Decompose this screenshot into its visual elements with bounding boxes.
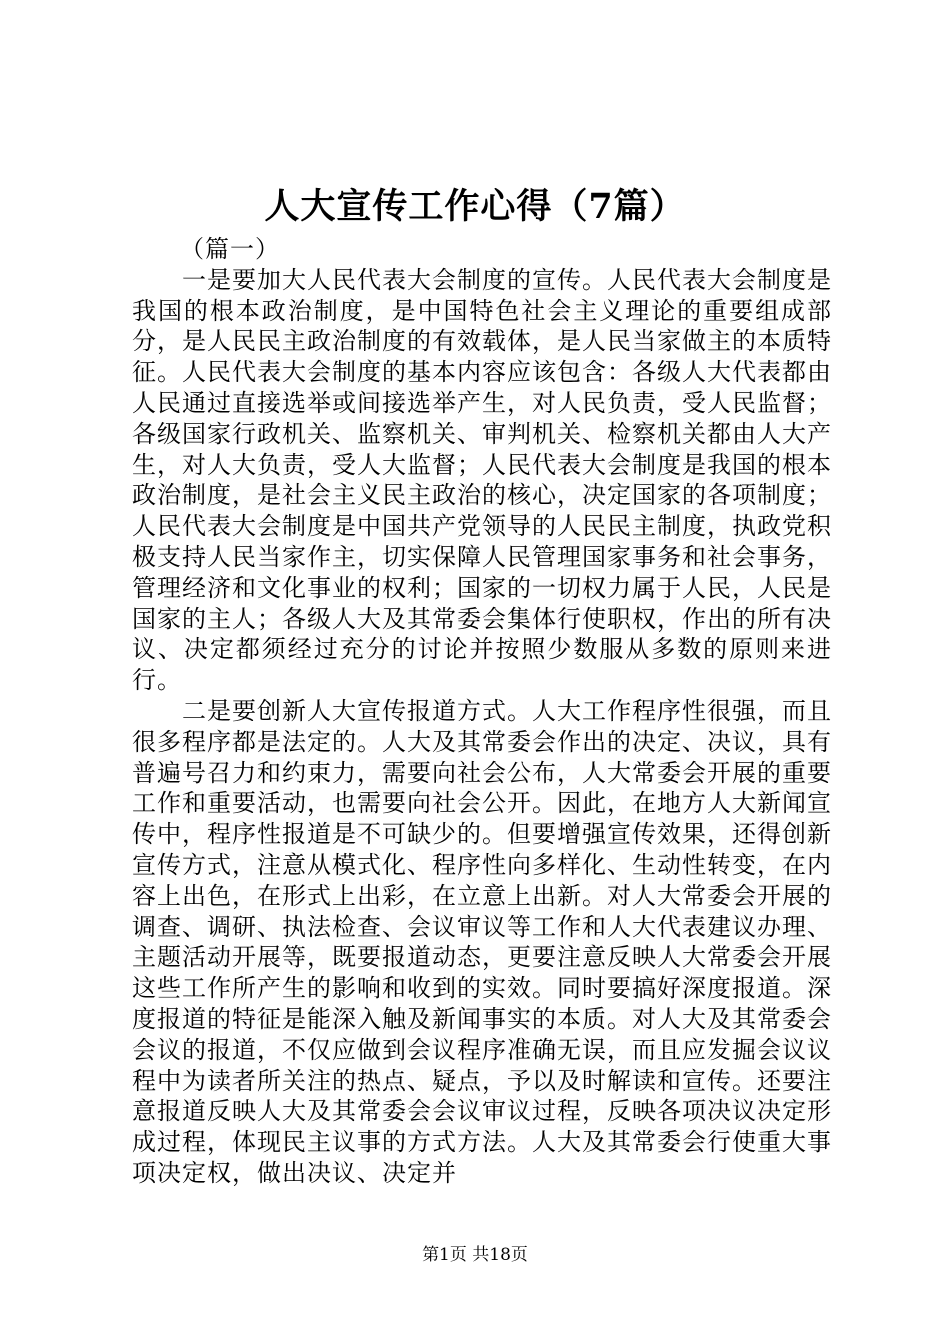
section-heading: （篇一） xyxy=(180,235,280,263)
document-title: 人大宣传工作心得（7篇） xyxy=(264,186,686,227)
paragraph-1: 一是要加大人民代表大会制度的宣传。人民代表大会制度是我国的根本政治制度，是中国特色社会主义理论的重要组成部分，是人民民主政治制度的有效载体，是人民当家做主的本质特征。人民代表大会制度的基本内容应该包含：各级人大代表都由人民通过直接选举或间接选举产生，对人民负责，受人民监督；各级国家行政机关、监察机关、审判机关、检察机关都由人大产生，对人大负责，受人大监督；人民代表大会制度是我国的根本政治制度，是社会主义民主政治的核心，决定国家的各项制度；人民代表大会制度是中国共产党领导的人民民主制度，执政党积极支持人民当家作主，切实保障人民管理国家事务和社会事务，管理经济和文化事业的权利；国家的一切权力属于人民，人民是国家的主人；各级人大及其常委会集体行使职权，作出的所有决议、决定都须经过充分的讨论并按照少数服从多数的原则来进行。 xyxy=(132,265,832,695)
document-body xyxy=(132,234,832,1189)
page-number-footer: 第1页 共18页 xyxy=(422,1245,528,1265)
paragraph-2: 二是要创新人大宣传报道方式。人大工作程序性很强，而且很多程序都是法定的。人大及其常委会作出的决定、决议，具有普遍号召力和约束力，需要向社会公布，人大常委会开展的重要工作和重要活动，也需要向社会公开。因此，在地方人大新闻宣传中，程序性报道是不可缺少的。但要增强宣传效果，还得创新宣传方式，注意从模式化、程序性向多样化、生动性转变，在内容上出色，在形式上出彩，在立意上出新。对人大常委会开展的调查、调研、执法检查、会议审议等工作和人大代表建议办理、主题活动开展等，既要报道动态，更要注意反映人大常委会开展这些工作所产生的影响和收到的实效。同时要搞好深度报道。深度报道的特征是能深入触及新闻事实的本质。对人大及其常委会会议的报道，不仅应做到会议程序准确无误，而且应发掘会议议程中为读者所关注的热点、疑点，予以及时解读和宣传。还要注意报道反映人大及其常委会会议审议过程，反映各项决议决定形成过程，体现民主议事的方式方法。人大及其常委会行使重大事项决定权，做出决议、决定并 xyxy=(132,696,832,1187)
